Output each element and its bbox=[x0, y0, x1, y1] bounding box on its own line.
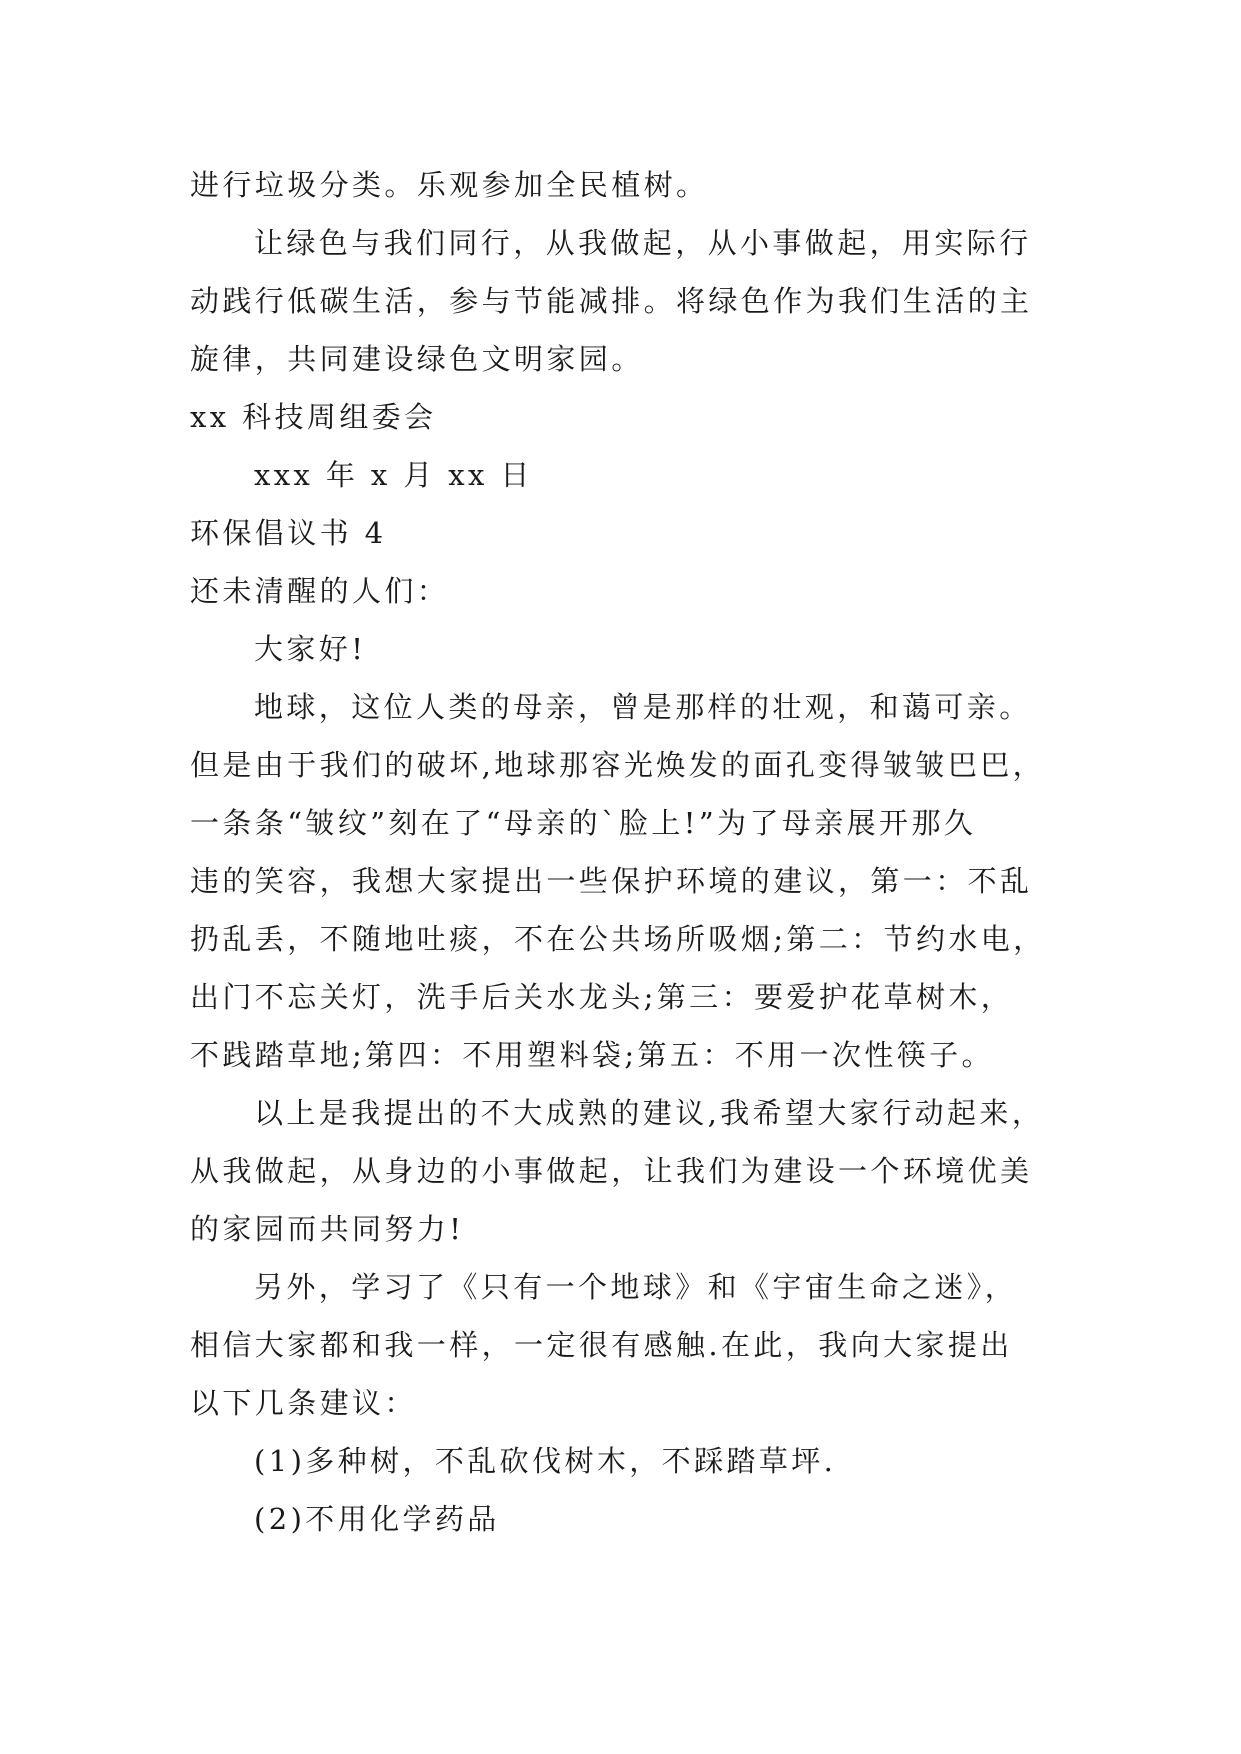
section-title: 环保倡议书 4 bbox=[190, 516, 387, 550]
text-line: 违的笑容，我想大家提出一些保护环境的建议，第一：不乱 bbox=[190, 864, 1033, 898]
paragraph-start: 地球，这位人类的母亲，曾是那样的壮观，和蔼可亲。 bbox=[254, 690, 1032, 724]
signature-date: xxx 年 x 月 xx 日 bbox=[254, 458, 533, 492]
paragraph-start: 让绿色与我们同行，从我做起，从小事做起，用实际行 bbox=[254, 226, 1032, 260]
signature-organization: xx 科技周组委会 bbox=[190, 400, 437, 434]
text-line: 不践踏草地;第四：不用塑料袋;第五：不用一次性筷子。 bbox=[190, 1038, 994, 1072]
text-line: 的家园而共同努力! bbox=[190, 1212, 465, 1246]
text-line: 相信大家都和我一样，一定很有感触.在此，我向大家提出 bbox=[190, 1328, 1013, 1362]
text-line: 旋律，共同建设绿色文明家园。 bbox=[190, 342, 644, 376]
list-item: (1)多种树，不乱砍伐树木，不踩踏草坪. bbox=[254, 1444, 837, 1478]
text-line: 一条条“皱纹”刻在了“母亲的`脸上!”为了母亲展开那久 bbox=[190, 806, 977, 840]
text-line: 以下几条建议： bbox=[190, 1386, 417, 1420]
paragraph-start: 另外，学习了《只有一个地球》和《宇宙生命之迷》， bbox=[254, 1270, 1018, 1304]
text-line: 扔乱丢，不随地吐痰，不在公共场所吸烟;第二：节约水电， bbox=[190, 922, 1046, 956]
text-line: 从我做起，从身边的小事做起，让我们为建设一个环境优美 bbox=[190, 1154, 1033, 1188]
salutation: 还未清醒的人们： bbox=[190, 574, 450, 608]
paragraph-start: 以上是我提出的不大成熟的建议,我希望大家行动起来， bbox=[254, 1096, 1045, 1130]
text-line: 出门不忘关灯，洗手后关水龙头;第三：要爱护花草树木， bbox=[190, 980, 1014, 1014]
text-line: 动践行低碳生活，参与节能减排。将绿色作为我们生活的主 bbox=[190, 284, 1033, 318]
greeting: 大家好! bbox=[254, 632, 367, 666]
text-line: 但是由于我们的破坏,地球那容光焕发的面孔变得皱皱巴巴， bbox=[190, 748, 1046, 782]
list-item: (2)不用化学药品 bbox=[254, 1502, 500, 1536]
text-line: 进行垃圾分类。乐观参加全民植树。 bbox=[190, 168, 709, 202]
